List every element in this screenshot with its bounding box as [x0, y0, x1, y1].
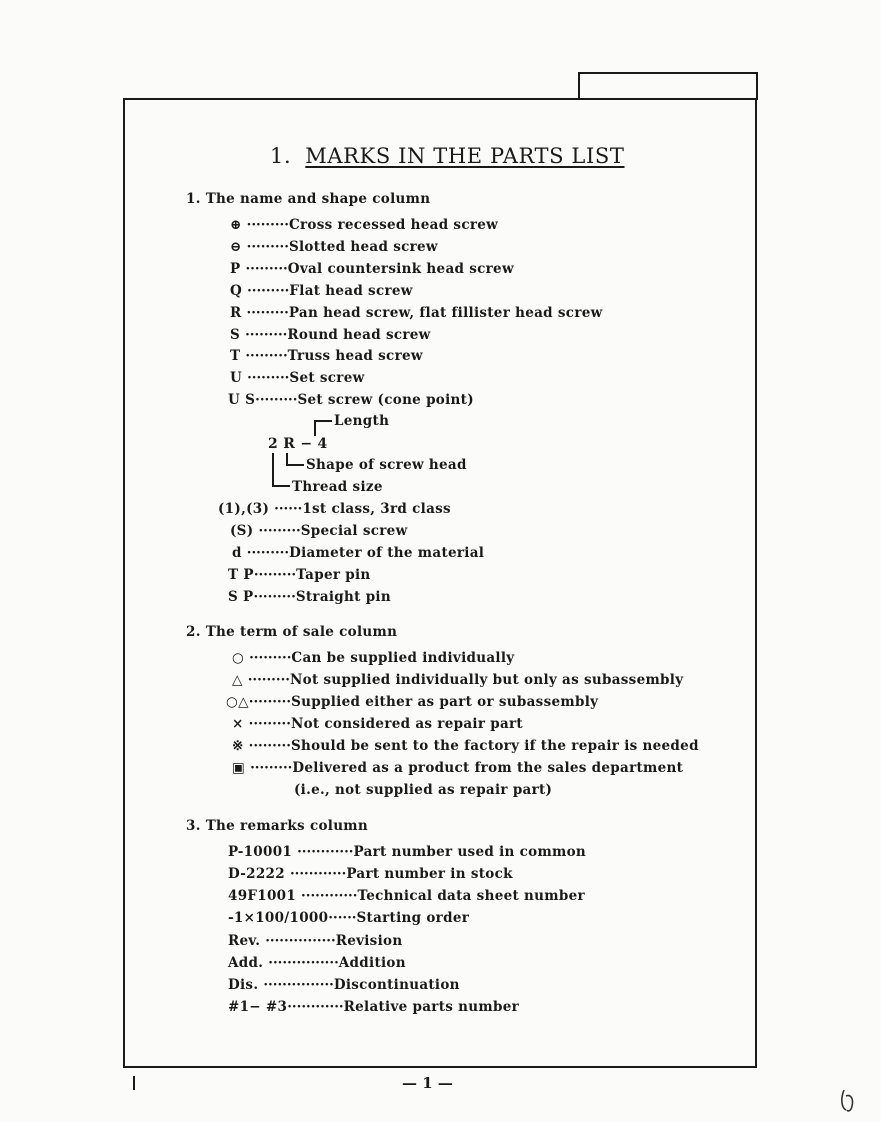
list-item: P ·········Oval countersink head screw [230, 261, 514, 277]
handwritten-mark-icon [838, 1086, 862, 1116]
list-item: 49F1001 ············Technical data sheet number [228, 888, 585, 904]
list-item: ⊖ ·········Slotted head screw [230, 239, 438, 255]
list-item: D-2222 ············Part number in stock [228, 866, 513, 882]
boxed-square-icon: ▣ [232, 760, 246, 776]
list-item: T P·········Taper pin [228, 567, 371, 583]
margin-tick [133, 1076, 135, 1090]
diagram-thread-label: Thread size [292, 479, 383, 495]
list-item: U ·········Set screw [230, 370, 365, 386]
list-item: Add. ···············Addition [228, 955, 406, 971]
list-item-continuation: (i.e., not supplied as repair part) [294, 782, 553, 798]
thread-leader-v [272, 453, 274, 486]
list-item: R ·········Pan head screw, flat fillister head screw [230, 305, 603, 321]
section-3-heading: 3. The remarks column [186, 818, 369, 834]
list-item: d ·········Diameter of the material [232, 545, 485, 561]
list-item: ○ ·········Can be supplied individually [232, 650, 515, 666]
list-item: T ·········Truss head screw [230, 348, 423, 364]
list-item: Q ·········Flat head screw [230, 283, 413, 299]
title-number: 1. [270, 144, 292, 168]
list-item: P-10001 ············Part number used in common [228, 844, 587, 860]
reference-mark-icon: ※ [232, 738, 244, 754]
list-item: S ·········Round head screw [230, 327, 431, 343]
list-item: (1),(3) ······1st class, 3rd class [218, 501, 451, 517]
list-item: #1− #3············Relative parts number [228, 999, 520, 1015]
corner-tab-box [578, 72, 758, 100]
length-leader-h [314, 420, 332, 422]
circle-triangle-icon: ○△ [226, 694, 249, 710]
page-title [270, 144, 624, 168]
title-text: MARKS IN THE PARTS LIST [305, 144, 625, 168]
thread-leader-h [272, 485, 290, 487]
length-leader-v [314, 420, 316, 436]
list-item: ▣ ·········Delivered as a product from the sales department [232, 760, 684, 776]
section-2-heading: 2. The term of sale column [186, 624, 398, 640]
diagram-code: 2 R − 4 [268, 436, 328, 452]
diagram-length-label: Length [334, 413, 390, 429]
list-item: ⊕ ·········Cross recessed head screw [230, 217, 499, 233]
page-number: — 1 — [402, 1074, 453, 1092]
triangle-icon: △ [232, 672, 243, 688]
cross-recessed-icon: ⊕ [230, 217, 242, 233]
list-item: ※ ·········Should be sent to the factory if the repair is needed [232, 738, 699, 754]
diagram-shape-label: Shape of screw head [306, 457, 467, 473]
cross-icon: × [232, 716, 244, 732]
list-item: × ·········Not considered as repair part [232, 716, 523, 732]
list-item: Dis. ···············Discontinuation [228, 977, 460, 993]
list-item: U S·········Set screw (cone point) [228, 392, 474, 408]
list-item: ○△·········Supplied either as part or subassembly [226, 694, 599, 710]
section-1-heading: 1. The name and shape column [186, 191, 431, 207]
circle-icon: ○ [232, 650, 245, 666]
list-item: (S) ·········Special screw [230, 523, 408, 539]
list-item: S P·········Straight pin [228, 589, 391, 605]
slotted-icon: ⊖ [230, 239, 242, 255]
list-item: Rev. ···············Revision [228, 933, 403, 949]
shape-leader-h [286, 464, 304, 466]
list-item: -1×100/1000······Starting order [228, 910, 470, 926]
list-item: △ ·········Not supplied individually but only as subassembly [232, 672, 684, 688]
